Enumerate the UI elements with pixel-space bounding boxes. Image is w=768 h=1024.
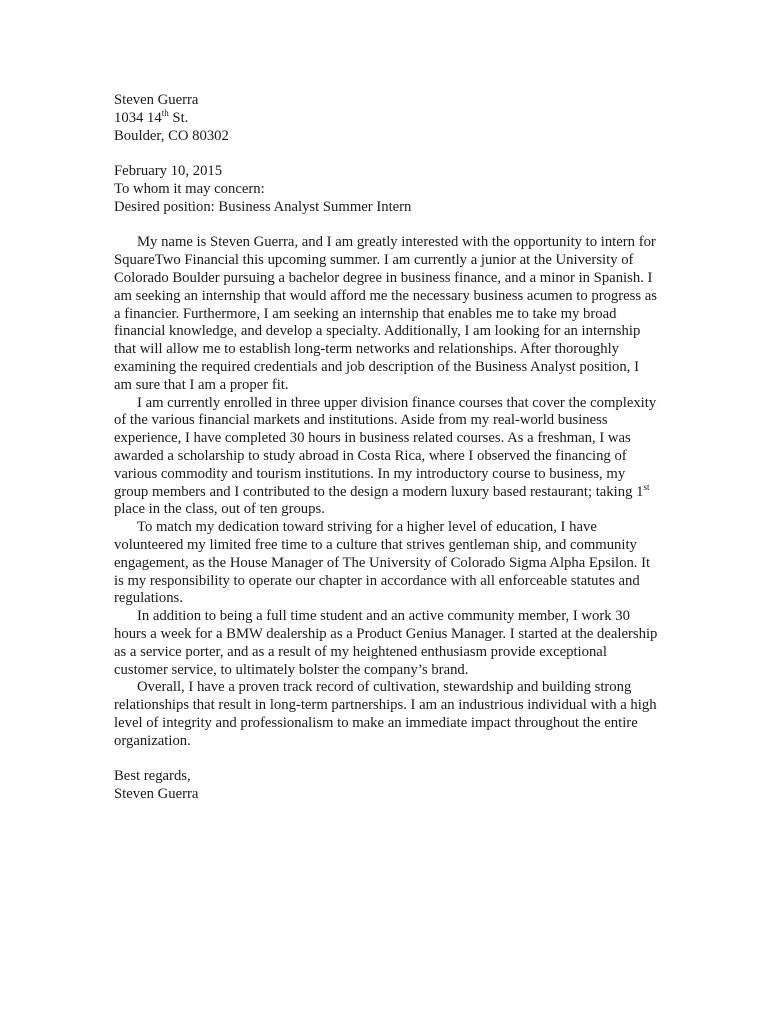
letter-body bbox=[114, 234, 659, 750]
closing: Best regards, bbox=[114, 768, 191, 785]
street-name: St. bbox=[168, 109, 189, 126]
street-number: 1034 14 bbox=[114, 109, 162, 126]
signature: Steven Guerra bbox=[114, 786, 199, 803]
paragraph-2-text-end: place in the class, out of ten groups. bbox=[114, 501, 325, 518]
sender-city: Boulder, CO 80302 bbox=[114, 127, 229, 144]
letter-date: February 10, 2015 bbox=[114, 163, 223, 180]
body-paragraph-5: Overall, I have a proven track record of cultivation, stewardship and building strong relationships that result in long-term partnerships. I am an industrious individual with a high level of integrity and professionalism to make an immediate impact throughout the entire organization. bbox=[114, 679, 657, 749]
body-paragraph-3: To match my dedication toward striving for a higher level of education, I have volunteered my limited free time to a culture that strives gentleman ship, and community engagement, as the House Manager of The University of Colorado Sigma Alpha Epsilon. It is my responsibility to operate our chapter in accordance with all enforceable statutes and regulations. bbox=[114, 519, 651, 607]
body-paragraph-1: My name is Steven Guerra, and I am greatly interested with the opportunity to intern for SquareTwo Financial this upcoming summer. I am currently a junior at the University of Colorado Boulder pursuing a bachelor degree in business finance, and a minor in Spanish. I am seeking an internship that would afford me the necessary business acumen to progress as a financier. Furthermore, I am seeking an internship that enables me to take my broad financial knowledge, and develop a specialty. Additionally, I am looking for an internship that will allow me to establish long-term networks and relationships. After thoroughly examining the required credentials and job description of the Business Analyst position, I am sure that I am a proper fit. bbox=[114, 234, 658, 393]
street-ordinal: th bbox=[161, 107, 169, 118]
sender-name: Steven Guerra bbox=[114, 92, 199, 108]
body-paragraph-2 bbox=[114, 395, 659, 520]
ordinal-suffix: st bbox=[643, 481, 650, 492]
letter-content bbox=[114, 92, 659, 804]
sender-address bbox=[114, 92, 659, 145]
desired-position: Desired position: Business Analyst Summer Intern bbox=[114, 198, 412, 215]
salutation: To whom it may concern: bbox=[114, 180, 265, 197]
body-paragraph-4: In addition to being a full time student and an active community member, I work 30 hours a week for a BMW dealership as a Product Genius Manager. I started at the dealership as a service porter, and as a result of my heightened enthusiasm provide exceptional customer service, to ultimately bolster the company’s brand. bbox=[114, 608, 658, 678]
paragraph-2-text-start: I am currently enrolled in three upper division finance courses that cover the complexity of the various financial markets and institutions. Aside from my real-world business experience, I have completed 30 hours in business related courses. As a freshman, I was awarded a scholarship to study abroad in Costa Rica, where I observed the financing of various commodity and tourism institutions. In my introductory course to business, my group members and I contributed to the design a modern luxury based restaurant; taking 1 bbox=[114, 394, 657, 500]
sender-street bbox=[114, 107, 659, 128]
